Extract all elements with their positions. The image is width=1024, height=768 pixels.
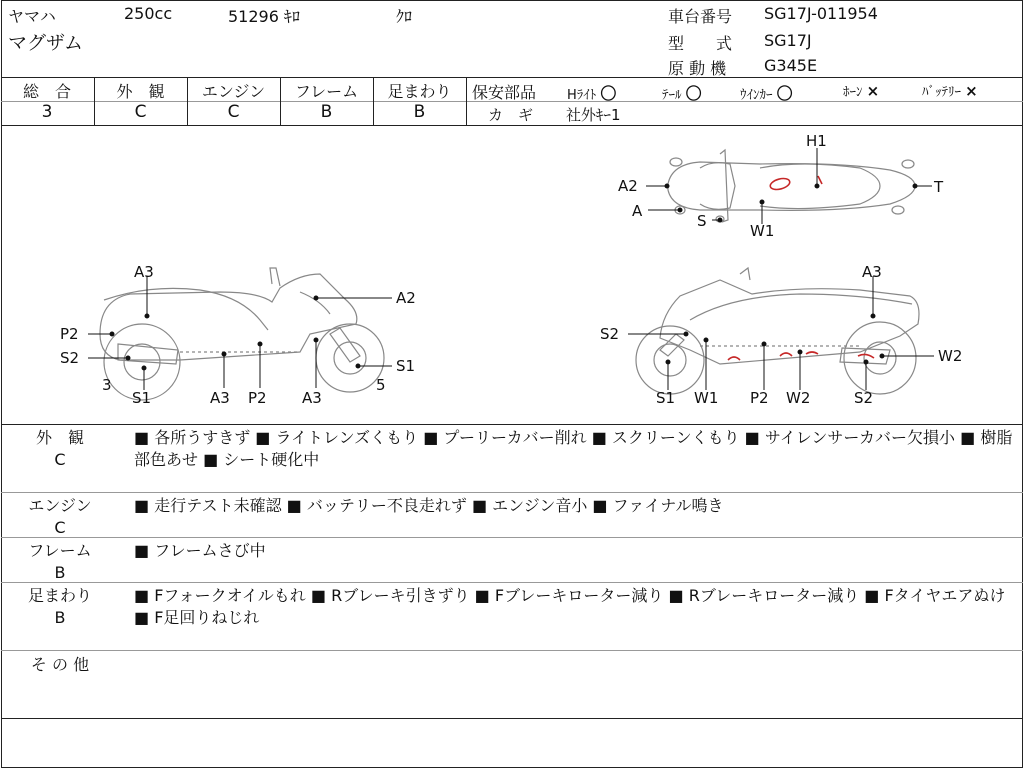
diagram-label: P2 — [750, 389, 769, 407]
score-label-suspension: 足まわり — [387, 82, 452, 101]
engine-label: 原 動 機 — [668, 59, 727, 78]
diagram-label: 5 — [376, 376, 386, 394]
diagram-label: S1 — [396, 357, 416, 375]
section-grade: B — [54, 608, 66, 627]
damage-marks — [728, 176, 874, 360]
diagram-label: S — [697, 212, 707, 230]
diagram-label: A — [632, 202, 643, 220]
diagram-label: H1 — [806, 132, 827, 150]
diagram-label: S1 — [656, 389, 676, 407]
scooter-right-view — [636, 268, 919, 394]
section-exterior-title — [24, 427, 96, 471]
displacement: 250cc — [124, 4, 173, 23]
diagram-label: W2 — [938, 347, 963, 365]
safety-item-name: Hﾗｲﾄ — [567, 88, 597, 103]
section-title: 外 観 — [35, 428, 84, 447]
section-title: そ の 他 — [30, 655, 90, 674]
diagram-label: S2 — [600, 325, 620, 343]
section-frame-text: ■ フレームさび中 — [134, 541, 266, 560]
diagram-label: P2 — [60, 325, 79, 343]
frame-no: SG17J-011954 — [764, 4, 878, 23]
diagram-label: A2 — [618, 177, 638, 195]
frame-no-label: 車台番号 — [668, 7, 733, 26]
section-suspension-title — [24, 585, 96, 629]
diagram-label: A2 — [396, 289, 416, 307]
divider — [1, 492, 1023, 493]
diagram-label: S1 — [132, 389, 152, 407]
section-grade: B — [54, 563, 66, 582]
section-grade: C — [54, 450, 66, 469]
diagram-label: A3 — [862, 263, 882, 281]
diagram-labels — [60, 132, 962, 407]
maker: ヤマハ — [8, 7, 56, 26]
safety-item-tail — [662, 81, 702, 104]
diagram-label: W2 — [786, 389, 811, 407]
divider — [1, 718, 1023, 719]
safety-item-name: ﾊﾞｯﾃﾘｰ — [922, 85, 961, 100]
section-title: フレーム — [28, 541, 92, 560]
diagram-label: 3 — [102, 376, 112, 394]
diagram-label: T — [934, 178, 944, 196]
diagram-label: S2 — [60, 349, 80, 367]
type-label: 型 式 — [668, 34, 733, 53]
section-engine-title — [24, 495, 96, 539]
section-title: 足まわり — [27, 586, 92, 605]
safety-item-name: ﾎｰﾝ — [843, 85, 863, 100]
safety-item-battery — [922, 81, 978, 100]
diagram-label: A3 — [134, 263, 154, 281]
score-value-total: 3 — [41, 102, 53, 122]
safety-item-name: ｳｲﾝｶｰ — [740, 88, 773, 103]
divider — [1, 537, 1023, 538]
type-value: SG17J — [764, 31, 812, 50]
diagram-label: P2 — [248, 389, 267, 407]
divider — [1, 77, 1023, 78]
status-mark: × — [965, 82, 978, 100]
section-other-title — [24, 654, 96, 676]
engine-value: G345E — [764, 56, 818, 75]
score-label-exterior: 外 観 — [116, 82, 165, 101]
section-engine-text: ■ 走行テスト未確認 ■ バッテリー不良走れず ■ エンジン音小 ■ ファイナル鳴き — [134, 496, 724, 515]
divider — [466, 77, 467, 125]
mileage: 51296 ｷﾛ — [228, 7, 300, 26]
score-label-engine: エンジン — [201, 82, 266, 101]
section-suspension-text: ■ Fフォークオイルもれ ■ Rブレーキ引きずり ■ Fブレーキローター減り ■ Rブレーキローター減り ■ Fタイヤエアぬけ ■ F足回りねじれ — [134, 586, 1006, 627]
score-label-total: 総 合 — [22, 82, 71, 101]
divider — [1, 582, 1023, 583]
score-value-suspension: B — [413, 102, 426, 122]
safety-item-name: ﾃｰﾙ — [662, 88, 682, 103]
section-title: エンジン — [28, 496, 92, 515]
divider — [1, 424, 1023, 425]
key-value: 社外ｷｰ1 — [566, 106, 621, 124]
damage-diagram — [0, 124, 1024, 424]
section-grade: C — [54, 518, 66, 537]
section-exterior-text: ■ 各所うすきず ■ ライトレンズくもり ■ プーリーカバー削れ ■ スクリーンくもり ■ サイレンサーカバー欠損小 ■ 樹脂部色あせ ■ シート硬化中 — [134, 428, 1013, 469]
status-mark: 〇 — [600, 84, 617, 103]
safety-item-winker — [740, 81, 793, 104]
score-value-engine: C — [227, 102, 240, 122]
diagram-label: W1 — [694, 389, 719, 407]
safety-item-horn — [843, 81, 879, 100]
safety-item-headlight — [567, 81, 616, 104]
diagram-label: S2 — [854, 389, 874, 407]
status-mark: 〇 — [776, 84, 793, 103]
divider — [1, 650, 1023, 651]
diagram-label: W1 — [750, 222, 775, 240]
diagram-label: A3 — [302, 389, 322, 407]
section-frame-title — [24, 540, 96, 584]
color: ｸﾛ — [396, 7, 413, 26]
score-value-exterior: C — [134, 102, 147, 122]
status-mark: 〇 — [685, 84, 702, 103]
key-label: カ ギ — [488, 106, 534, 124]
score-label-frame: フレーム — [294, 82, 359, 101]
diagram-label: A3 — [210, 389, 230, 407]
score-value-frame: B — [320, 102, 333, 122]
status-mark: × — [866, 82, 880, 100]
scooter-left-view — [100, 268, 384, 400]
model-name: マグザム — [8, 32, 84, 54]
safety-label: 保安部品 — [472, 83, 537, 102]
